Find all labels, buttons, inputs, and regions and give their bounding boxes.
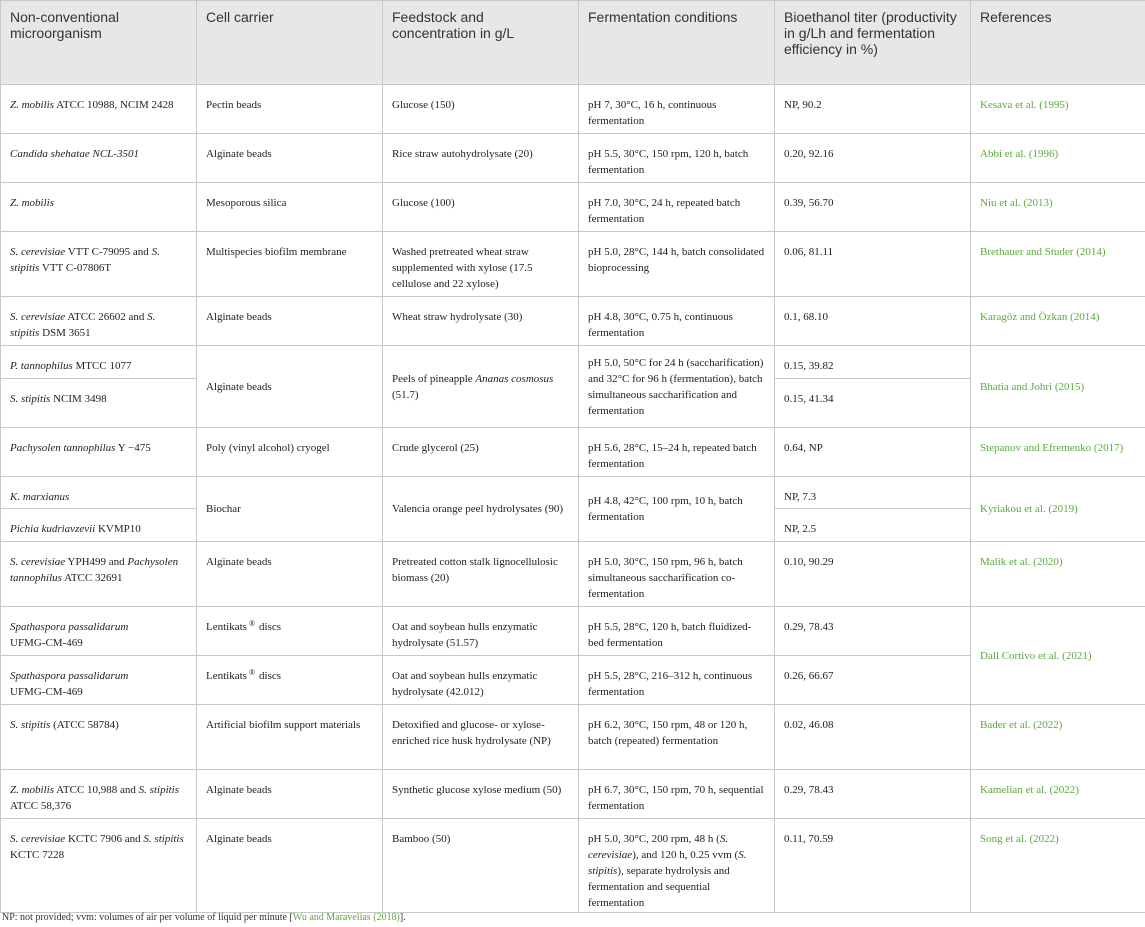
cell-titer: 0.1, 68.10 — [775, 297, 971, 346]
cell-feedstock: Crude glycerol (25) — [383, 428, 579, 477]
cell-organism: Z. mobilis ATCC 10,988 and S. stipitis ATCC 58,376 — [1, 770, 197, 819]
cell-organism: S. cerevisiae KCTC 7906 and S. stipitis KCTC 7228 — [1, 819, 197, 913]
cell-titer: 0.06, 81.11 — [775, 232, 971, 297]
cell-reference — [971, 183, 1145, 232]
header-row — [1, 1, 1145, 85]
cell-feedstock: Glucose (100) — [383, 183, 579, 232]
table-row — [1, 183, 1145, 232]
reference-link[interactable]: Kamelian et al. (2022) — [980, 784, 1079, 796]
footnote-reference-link[interactable]: Wu and Maravelias (2018) — [292, 912, 400, 923]
cell-feedstock: Wheat straw hydrolysate (30) — [383, 297, 579, 346]
footnote: NP: not provided; vvm: volumes of air per volume of liquid per minute [Wu and Maravelias (2018)]. — [2, 912, 406, 923]
cell-organism: Pichia kudriavzevii KVMP10 — [1, 509, 197, 542]
cell-titer: 0.15, 39.82 — [775, 346, 971, 379]
cell-titer: 0.26, 66.67 — [775, 656, 971, 705]
table-row — [1, 297, 1145, 346]
cell-organism: Z. mobilis — [1, 183, 197, 232]
reference-link[interactable]: Malik et al. (2020) — [980, 556, 1063, 568]
cell-titer: 0.11, 70.59 — [775, 819, 971, 913]
header-titer: Bioethanol titer (productivity in g/Lh and fermentation efficiency in %) — [775, 1, 971, 85]
cell-conditions: pH 5.0, 30°C, 150 rpm, 96 h, batch simultaneous saccharification co-fermentation — [579, 542, 775, 607]
cell-titer: 0.29, 78.43 — [775, 770, 971, 819]
table-row — [1, 542, 1145, 607]
cell-carrier: Alginate beads — [197, 542, 383, 607]
cell-titer: 0.20, 92.16 — [775, 134, 971, 183]
cell-feedstock: Peels of pineapple Ananas cosmosus (51.7) — [383, 346, 579, 428]
cell-titer: 0.29, 78.43 — [775, 607, 971, 656]
cell-feedstock: Oat and soybean hulls enzymatic hydrolysate (42.012) — [383, 656, 579, 705]
table-row — [1, 134, 1145, 183]
cell-organism: S. stipitis NCIM 3498 — [1, 379, 197, 428]
header-conditions: Fermentation conditions — [579, 1, 775, 85]
cell-reference — [971, 770, 1145, 819]
cell-titer: NP, 7.3 — [775, 477, 971, 509]
table-row — [1, 232, 1145, 297]
reference-link[interactable]: Karagöz and Özkan (2014) — [980, 311, 1100, 323]
cell-conditions: pH 6.2, 30°C, 150 rpm, 48 or 120 h, batch (repeated) fermentation — [579, 705, 775, 770]
cell-carrier: Alginate beads — [197, 819, 383, 913]
cell-titer: 0.39, 56.70 — [775, 183, 971, 232]
cell-reference — [971, 819, 1145, 913]
table-row — [1, 819, 1145, 913]
table-row — [1, 85, 1145, 134]
cell-carrier: Poly (vinyl alcohol) cryogel — [197, 428, 383, 477]
cell-reference — [971, 477, 1145, 542]
cell-organism: S. stipitis (ATCC 58784) — [1, 705, 197, 770]
cell-feedstock: Washed pretreated wheat straw supplemented with xylose (17.5 cellulose and 22 xylose) — [383, 232, 579, 297]
cell-feedstock: Bamboo (50) — [383, 819, 579, 913]
cell-organism: S. cerevisiae ATCC 26602 and S. stipitis DSM 3651 — [1, 297, 197, 346]
cell-feedstock: Pretreated cotton stalk lignocellulosic biomass (20) — [383, 542, 579, 607]
cell-conditions: pH 5.0, 50°C for 24 h (saccharification) and 32°C for 96 h (fermentation), batch simultaneous saccharification and fermentation — [579, 346, 775, 428]
header-references: References — [971, 1, 1145, 85]
reference-link[interactable]: Brethauer and Studer (2014) — [980, 246, 1106, 258]
cell-reference — [971, 134, 1145, 183]
cell-feedstock: Oat and soybean hulls enzymatic hydrolysate (51.57) — [383, 607, 579, 656]
cell-conditions: pH 5.5, 30°C, 150 rpm, 120 h, batch fermentation — [579, 134, 775, 183]
cell-organism: S. cerevisiae VTT C-79095 and S. stipitis VTT C-07806T — [1, 232, 197, 297]
cell-reference — [971, 85, 1145, 134]
cell-conditions: pH 7, 30°C, 16 h, continuous fermentation — [579, 85, 775, 134]
reference-link[interactable]: Bhatia and Johri (2015) — [980, 380, 1085, 393]
reference-link[interactable]: Stepanov and Efremenko (2017) — [980, 442, 1124, 454]
reference-link[interactable]: Abbi et al. (1996) — [980, 148, 1059, 160]
cell-feedstock: Rice straw autohydrolysate (20) — [383, 134, 579, 183]
cell-carrier: Lentikats ® discs — [197, 607, 383, 656]
cell-feedstock: Valencia orange peel hydrolysates (90) — [383, 477, 579, 542]
reference-link[interactable]: Bader et al. (2022) — [980, 719, 1063, 731]
cell-conditions: pH 5.6, 28°C, 15–24 h, repeated batch fermentation — [579, 428, 775, 477]
cell-titer: NP, 2.5 — [775, 509, 971, 542]
cell-reference — [971, 607, 1145, 705]
cell-titer: 0.64, NP — [775, 428, 971, 477]
cell-reference — [971, 297, 1145, 346]
cell-reference — [971, 232, 1145, 297]
header-organism: Non-conventional microorganism — [1, 1, 197, 85]
cell-titer: NP, 90.2 — [775, 85, 971, 134]
reference-link[interactable]: Niu et al. (2013) — [980, 197, 1053, 209]
cell-carrier: Alginate beads — [197, 770, 383, 819]
cell-reference — [971, 542, 1145, 607]
cell-conditions: pH 5.0, 30°C, 200 rpm, 48 h (S. cerevisiae), and 120 h, 0.25 vvm (S. stipitis), separate hydrolysis and fermentation and sequential fermentation — [579, 819, 775, 913]
reference-link[interactable]: Kesava et al. (1995) — [980, 99, 1069, 111]
cell-carrier: Pectin beads — [197, 85, 383, 134]
table-row — [1, 607, 1145, 656]
header-carrier: Cell carrier — [197, 1, 383, 85]
cell-reference — [971, 346, 1145, 428]
cell-carrier: Biochar — [197, 477, 383, 542]
cell-titer: 0.15, 41.34 — [775, 379, 971, 428]
cell-reference — [971, 428, 1145, 477]
cell-carrier: Lentikats ® discs — [197, 656, 383, 705]
cell-conditions: pH 7.0, 30°C, 24 h, repeated batch fermentation — [579, 183, 775, 232]
reference-link[interactable]: Kyriakou et al. (2019) — [980, 503, 1078, 515]
cell-conditions: pH 5.0, 28°C, 144 h, batch consolidated bioprocessing — [579, 232, 775, 297]
cell-carrier: Mesoporous silica — [197, 183, 383, 232]
cell-feedstock: Synthetic glucose xylose medium (50) — [383, 770, 579, 819]
table-row — [1, 477, 1145, 509]
table-row — [1, 346, 1145, 379]
cell-organism: Z. mobilis ATCC 10988, NCIM 2428 — [1, 85, 197, 134]
cell-conditions: pH 4.8, 30°C, 0.75 h, continuous fermentation — [579, 297, 775, 346]
cell-reference — [971, 705, 1145, 770]
cell-feedstock: Detoxified and glucose- or xylose-enriched rice husk hydrolysate (NP) — [383, 705, 579, 770]
cell-conditions: pH 4.8, 42°C, 100 rpm, 10 h, batch fermentation — [579, 477, 775, 542]
table-row — [1, 705, 1145, 770]
cell-titer: 0.10, 90.29 — [775, 542, 971, 607]
table-row — [1, 770, 1145, 819]
cell-carrier: Alginate beads — [197, 346, 383, 428]
cell-titer: 0.02, 46.08 — [775, 705, 971, 770]
cell-conditions: pH 5.5, 28°C, 216–312 h, continuous fermentation — [579, 656, 775, 705]
table-row — [1, 428, 1145, 477]
cell-organism: K. marxianus — [1, 477, 197, 509]
cell-organism: P. tannophilus MTCC 1077 — [1, 346, 197, 379]
cell-organism: Spathaspora passalidarum UFMG-CM-469 — [1, 656, 197, 705]
cell-carrier: Artificial biofilm support materials — [197, 705, 383, 770]
cell-conditions: pH 6.7, 30°C, 150 rpm, 70 h, sequential fermentation — [579, 770, 775, 819]
cell-conditions: pH 5.5, 28°C, 120 h, batch fluidized-bed fermentation — [579, 607, 775, 656]
header-feedstock: Feedstock and concentration in g/L — [383, 1, 579, 85]
cell-feedstock: Glucose (150) — [383, 85, 579, 134]
cell-carrier: Multispecies biofilm membrane — [197, 232, 383, 297]
cell-organism: Spathaspora passalidarum UFMG-CM-469 — [1, 607, 197, 656]
cell-carrier: Alginate beads — [197, 134, 383, 183]
cell-carrier: Alginate beads — [197, 297, 383, 346]
cell-organism: S. cerevisiae YPH499 and Pachysolen tannophilus ATCC 32691 — [1, 542, 197, 607]
reference-link[interactable]: Dall Cortivo et al. (2021) — [980, 649, 1092, 662]
reference-link[interactable]: Song et al. (2022) — [980, 833, 1059, 845]
cell-organism: Pachysolen tannophilus Y −475 — [1, 428, 197, 477]
cell-organism: Candida shehatae NCL-3501 — [1, 134, 197, 183]
